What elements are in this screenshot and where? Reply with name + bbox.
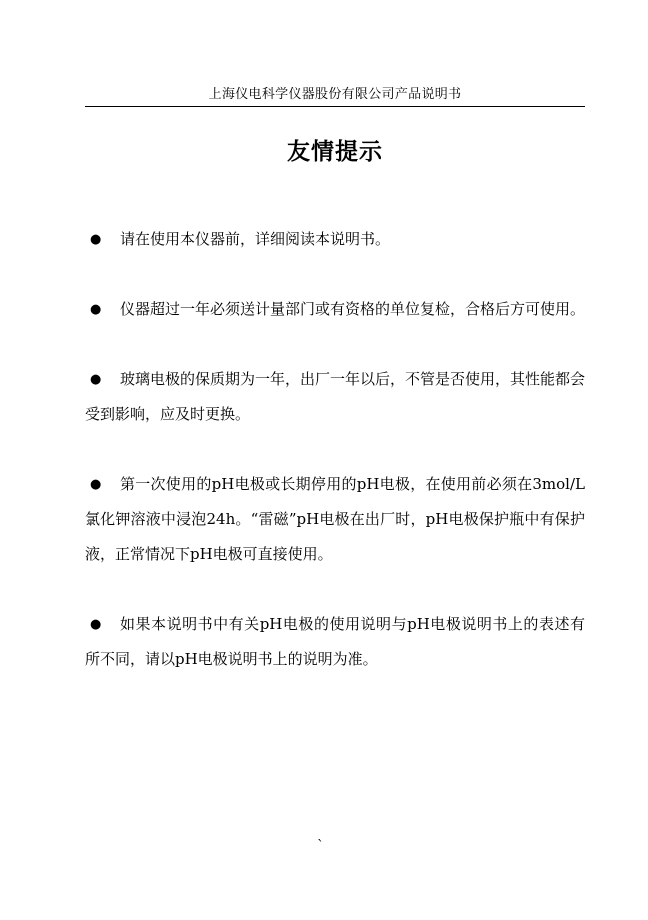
bullet-icon: ●: [90, 232, 102, 247]
page-title: 友情提示: [287, 138, 383, 165]
footer-mark: `: [317, 838, 324, 854]
tip-item-3: [85, 362, 585, 432]
document-header: 上海仪电科学仪器股份有限公司产品说明书: [208, 87, 462, 102]
tip-item-1: [85, 222, 585, 257]
tip-text: 玻璃电极的保质期为一年，出厂一年以后，不管是否使用，其性能都会受到影响，应及时更换。: [85, 370, 586, 423]
tip-text: 如果本说明书中有关pH电极的使用说明与pH电极说明书上的表述有所不同，请以pH电极说明书上的说明为准。: [85, 615, 585, 668]
bullet-icon: ●: [90, 617, 102, 632]
tip-text: 请在使用本仪器前，详细阅读本说明书。: [120, 230, 391, 248]
tip-text: 仪器超过一年必须送计量部门或有资格的单位复检，合格后方可使用。: [120, 300, 586, 318]
bullet-icon: ●: [90, 302, 102, 317]
bullet-icon: ●: [90, 477, 102, 492]
header-divider: [85, 106, 585, 107]
tip-item-2: [85, 292, 585, 327]
bullet-icon: ●: [90, 372, 102, 387]
tip-item-4: [85, 467, 585, 572]
tip-text: 第一次使用的pH电极或长期停用的pH电极，在使用前必须在3mol/L氯化钾溶液中浸泡24h。“雷磁”pH电极在出厂时，pH电极保护瓶中有保护液，正常情况下pH电极可直接使用。: [85, 475, 585, 563]
tips-list: [85, 222, 585, 712]
tip-item-5: [85, 607, 585, 677]
